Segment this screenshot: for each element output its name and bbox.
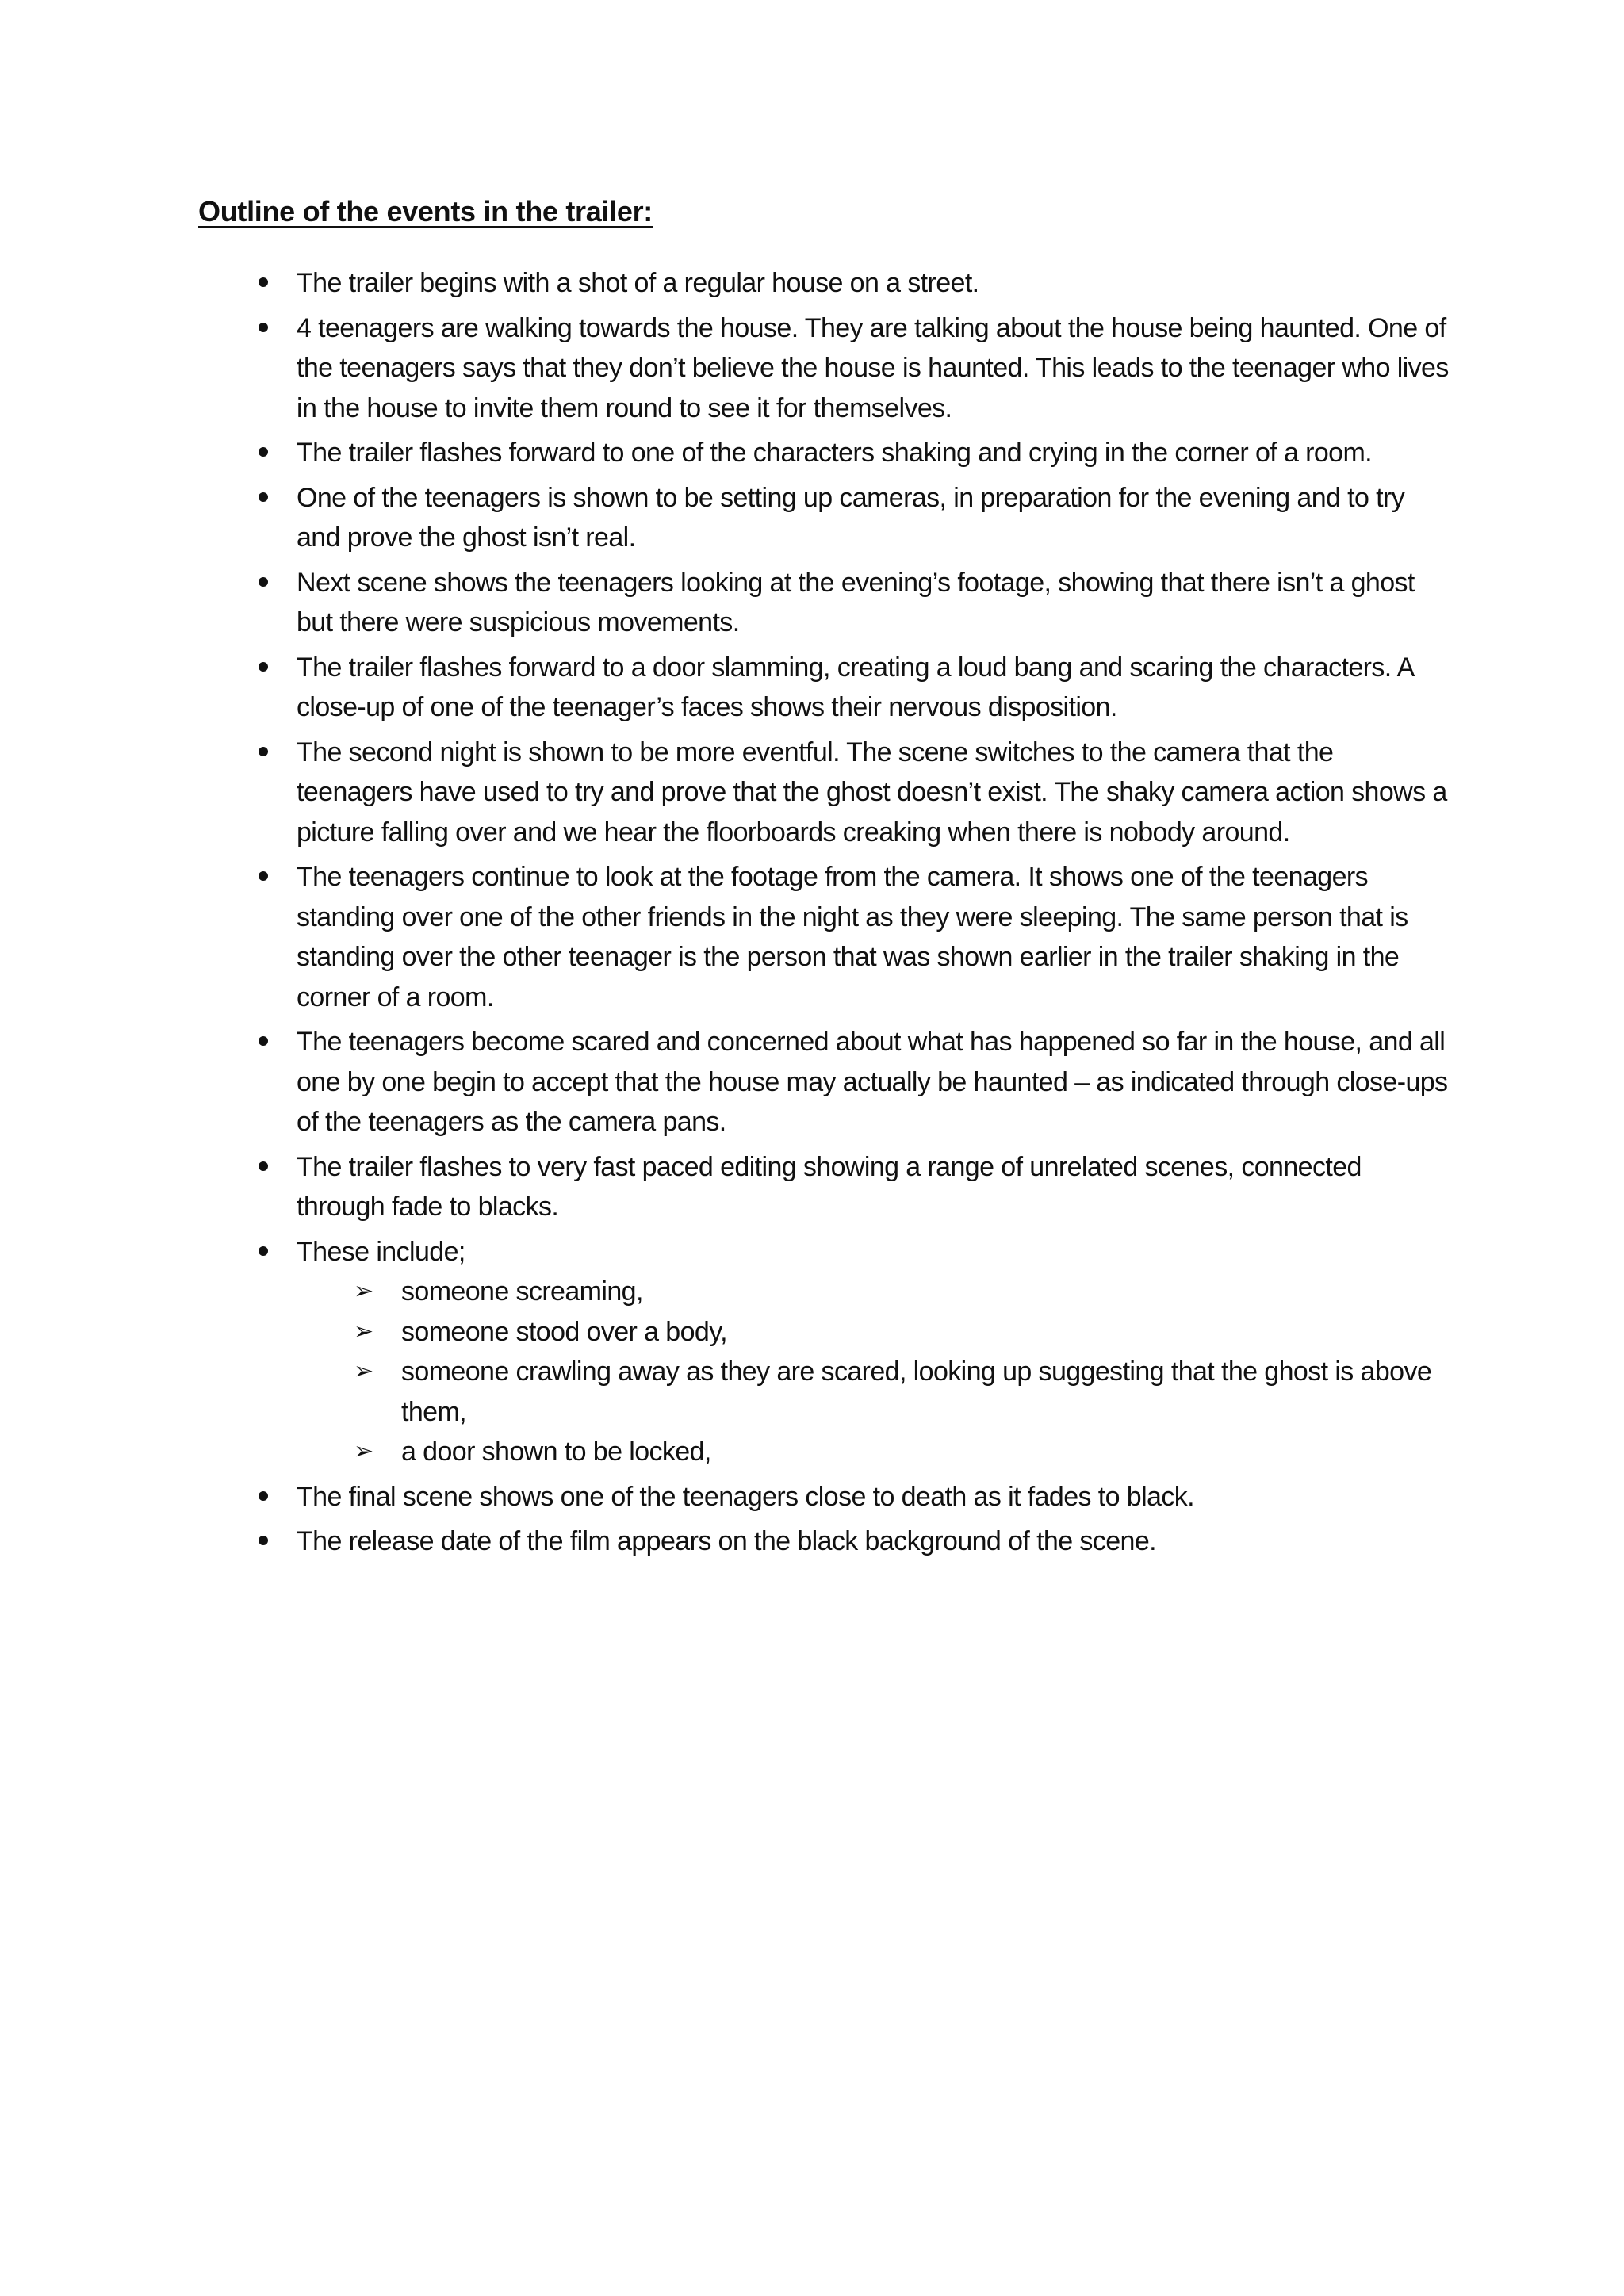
bullet-icon bbox=[255, 308, 271, 349]
list-item-text: The second night is shown to be more eventful. The scene switches to the camera that the teenagers have used to try and prove that the ghost doesn’t exist. The shaky camera action shows a picture falling over and we hear the floorboards creaking when there is nobody around. bbox=[297, 737, 1447, 848]
list-item-text: Next scene shows the teenagers looking at the evening’s footage, showing that there isn’t a ghost but there were suspicious movements. bbox=[297, 567, 1415, 637]
arrowhead-bullet-icon: ➢ bbox=[354, 1278, 373, 1304]
list-item-text: The teenagers become scared and concerned about what has happened so far in the house, and all one by one begin to accept that the house may actually be haunted – as indicated through close-ups of the teenagers as the camera pans. bbox=[297, 1027, 1448, 1137]
list-item-text: One of the teenagers is shown to be setting up cameras, in preparation for the evening and to try and prove the ghost isn’t real. bbox=[297, 482, 1405, 553]
sub-list-item-text: someone crawling away as they are scared, looking up suggesting that the ghost is above them, bbox=[401, 1357, 1432, 1427]
included-scenes-list bbox=[297, 1272, 1454, 1472]
bullet-icon bbox=[255, 1147, 271, 1188]
list-item-text: The release date of the film appears on the black background of the scene. bbox=[297, 1526, 1156, 1556]
sub-list-item bbox=[354, 1432, 1454, 1472]
sub-list-item bbox=[354, 1272, 1454, 1312]
page-title: Outline of the events in the trailer: bbox=[198, 195, 653, 228]
list-item-text: The trailer flashes forward to a door slamming, creating a loud bang and scaring the characters. A close-up of one of the teenager’s faces shows their nervous disposition. bbox=[297, 652, 1413, 722]
arrowhead-bullet-icon: ➢ bbox=[354, 1358, 373, 1384]
bullet-icon bbox=[255, 1232, 271, 1272]
list-item-text: 4 teenagers are walking towards the house. They are talking about the house being haunted. One of the teenagers says that they don’t believe the house is haunted. This leads to the teenager who lives in the house to invite them round to see it for themselves. bbox=[297, 312, 1449, 423]
list-item bbox=[297, 433, 1454, 473]
list-item bbox=[297, 1232, 1454, 1472]
list-item bbox=[297, 1022, 1454, 1142]
arrowhead-bullet-icon: ➢ bbox=[354, 1318, 373, 1345]
bullet-icon bbox=[255, 1477, 271, 1517]
list-item-text: The final scene shows one of the teenagers close to death as it fades to black. bbox=[297, 1481, 1194, 1512]
list-item bbox=[297, 648, 1454, 728]
list-item-text: These include; bbox=[297, 1236, 465, 1267]
bullet-icon bbox=[255, 478, 271, 519]
list-item bbox=[297, 1521, 1454, 1562]
list-item bbox=[297, 478, 1454, 558]
bullet-icon bbox=[255, 733, 271, 773]
event-outline-list bbox=[297, 263, 1454, 1567]
bullet-icon bbox=[255, 1022, 271, 1062]
bullet-icon bbox=[255, 648, 271, 688]
list-item bbox=[297, 1147, 1454, 1227]
list-item bbox=[297, 733, 1454, 853]
list-item bbox=[297, 857, 1454, 1017]
list-item bbox=[297, 1477, 1454, 1517]
sub-list-item-text: a door shown to be locked, bbox=[401, 1437, 711, 1467]
bullet-icon bbox=[255, 857, 271, 897]
sub-list-item bbox=[354, 1352, 1454, 1432]
list-item-text: The trailer flashes forward to one of the characters shaking and crying in the corner of a room. bbox=[297, 438, 1373, 468]
arrowhead-bullet-icon: ➢ bbox=[354, 1438, 373, 1464]
list-item bbox=[297, 263, 1454, 304]
list-item-text: The trailer flashes to very fast paced editing showing a range of unrelated scenes, connected through fade to blacks. bbox=[297, 1151, 1362, 1222]
bullet-icon bbox=[255, 433, 271, 473]
sub-list-item-text: someone stood over a body, bbox=[401, 1316, 727, 1347]
bullet-icon bbox=[255, 1521, 271, 1562]
bullet-icon bbox=[255, 263, 271, 304]
sub-list-item-text: someone screaming, bbox=[401, 1276, 643, 1307]
list-item bbox=[297, 563, 1454, 643]
sub-list-item bbox=[354, 1312, 1454, 1353]
list-item-text: The teenagers continue to look at the footage from the camera. It shows one of the teenagers standing over one of the other friends in the night as they were sleeping. The same person that is standing over the other teenager is the person that was shown earlier in the trailer shaking in the corner of a room. bbox=[297, 862, 1408, 1012]
list-item bbox=[297, 308, 1454, 429]
list-item-text: The trailer begins with a shot of a regular house on a street. bbox=[297, 268, 979, 298]
bullet-icon bbox=[255, 563, 271, 603]
